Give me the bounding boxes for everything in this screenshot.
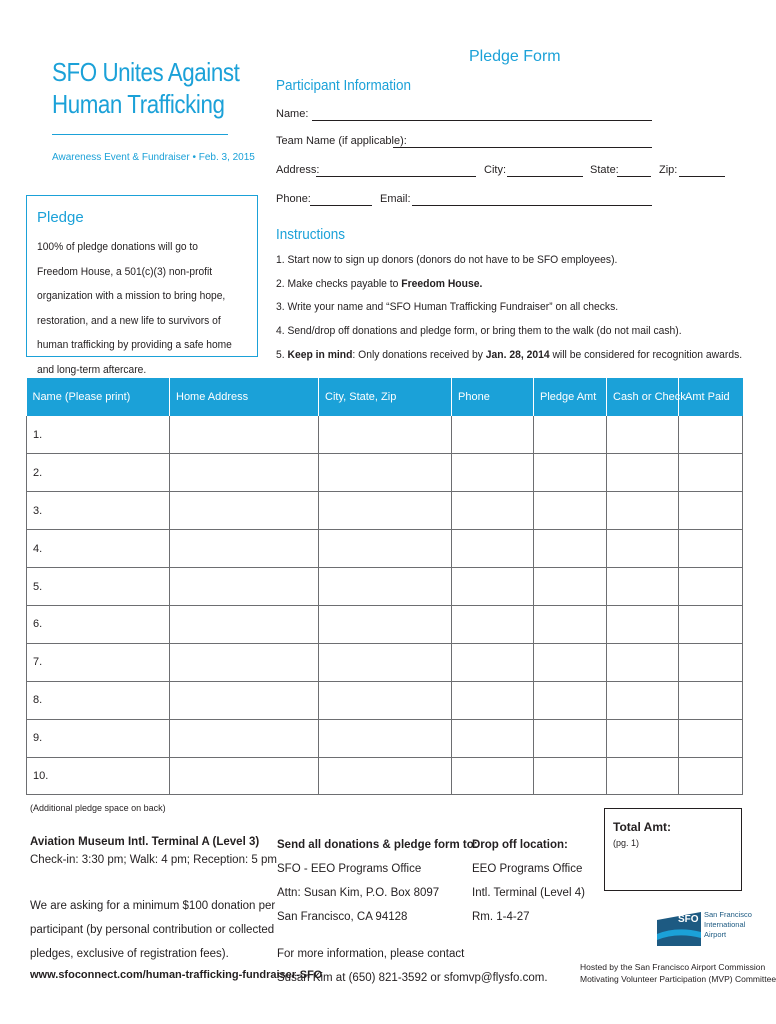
dropoff-line-1: EEO Programs Office (472, 863, 583, 875)
cell[interactable] (452, 681, 534, 719)
sfo-logo-mark (657, 908, 752, 946)
cell[interactable] (319, 416, 452, 454)
cell[interactable] (607, 681, 679, 719)
row-number[interactable]: 3. (27, 492, 170, 530)
event-title (52, 56, 240, 120)
cell[interactable] (319, 454, 452, 492)
cell[interactable] (319, 681, 452, 719)
cell[interactable] (170, 719, 319, 757)
cell[interactable] (607, 530, 679, 568)
cell[interactable] (534, 492, 607, 530)
row-number[interactable]: 7. (27, 643, 170, 681)
cell[interactable] (679, 492, 743, 530)
table-row (27, 492, 743, 530)
contact-line-1: For more information, please contact (277, 948, 465, 960)
instructions-list (276, 249, 746, 368)
cell[interactable] (679, 454, 743, 492)
cell[interactable] (679, 681, 743, 719)
cell[interactable] (534, 530, 607, 568)
col-header-payment: Cash or Check (607, 378, 679, 416)
table-header-row (27, 378, 743, 416)
table-row (27, 643, 743, 681)
cell[interactable] (319, 492, 452, 530)
name-label: Name: (276, 108, 309, 120)
hosted-line-2: Motivating Volunteer Participation (MVP) Committee (580, 974, 776, 984)
event-times: Check-in: 3:30 pm; Walk: 4 pm; Reception: 5 pm (30, 854, 277, 866)
dropoff-line-2: Intl. Terminal (Level 4) (472, 887, 585, 899)
instruction-step-3: 3. Write your name and “SFO Human Trafficking Fundraiser” on all checks. (276, 301, 619, 314)
table-row (27, 605, 743, 643)
instruction-step-5-text: : Only donations received by (352, 348, 486, 361)
cell[interactable] (319, 643, 452, 681)
location-heading: Aviation Museum Intl. Terminal A (Level 3) (30, 836, 260, 848)
col-header-pledge: Pledge Amt (534, 378, 607, 416)
cell[interactable] (452, 492, 534, 530)
send-line-2: Attn: Susan Kim, P.O. Box 8097 (277, 887, 440, 899)
row-number[interactable]: 10. (27, 757, 170, 795)
dropoff-line-3: Rm. 1-4-27 (472, 911, 530, 923)
state-field[interactable] (617, 166, 651, 177)
cell[interactable] (170, 568, 319, 606)
event-title-line2: Human Trafficking (52, 89, 225, 119)
total-amount-box[interactable] (604, 808, 742, 891)
logo-line-2: International (704, 920, 746, 929)
city-field[interactable] (507, 166, 583, 177)
pledge-text: 100% of pledge donations will go to Freedom House, a 501(c)(3) non-profit organization with a mission to bring hope, restoration, and a new life to survivors of human trafficking by providing a safe home and long-term aftercare. (37, 241, 232, 376)
address-label: Address: (276, 164, 320, 176)
instruction-step-4: 4. Send/drop off donations and pledge form, or bring them to the walk (do not mail cash). (276, 325, 682, 338)
table-row (27, 416, 743, 454)
title-divider (52, 134, 228, 135)
cell[interactable] (452, 416, 534, 454)
cell[interactable] (452, 605, 534, 643)
total-label: Total Amt: (613, 820, 671, 834)
cell[interactable] (607, 416, 679, 454)
event-url-link[interactable]: www.sfoconnect.com/human-trafficking-fundraiser-SFO (30, 969, 323, 981)
email-field[interactable] (412, 195, 652, 206)
cell[interactable] (319, 757, 452, 795)
contact-line-2[interactable]: Susan Kim at (650) 821-3592 or sfomvp@flysfo.com. (277, 972, 548, 984)
pledge-heading: Pledge (37, 209, 84, 226)
table-row (27, 719, 743, 757)
cell[interactable] (319, 719, 452, 757)
cell[interactable] (170, 643, 319, 681)
cell[interactable] (452, 643, 534, 681)
cell[interactable] (452, 757, 534, 795)
cell[interactable] (679, 605, 743, 643)
row-number[interactable]: 2. (27, 454, 170, 492)
instruction-step-5-num: 5. (276, 348, 288, 361)
cell[interactable] (319, 605, 452, 643)
cell[interactable] (534, 757, 607, 795)
cell[interactable] (607, 605, 679, 643)
cell[interactable] (170, 454, 319, 492)
cell[interactable] (679, 416, 743, 454)
phone-label: Phone: (276, 193, 311, 205)
cell[interactable] (452, 719, 534, 757)
additional-space-note: (Additional pledge space on back) (30, 803, 166, 813)
table-row (27, 568, 743, 606)
cell[interactable] (534, 568, 607, 606)
cell[interactable] (679, 530, 743, 568)
cell[interactable] (452, 568, 534, 606)
row-number[interactable]: 1. (27, 416, 170, 454)
cell[interactable] (607, 757, 679, 795)
cell[interactable] (679, 643, 743, 681)
ask-line-1: We are asking for a minimum $100 donation per (30, 900, 276, 912)
form-title: Pledge Form (469, 48, 561, 65)
cell[interactable] (534, 643, 607, 681)
col-header-phone: Phone (452, 378, 534, 416)
send-info (277, 833, 478, 929)
row-number[interactable]: 5. (27, 568, 170, 606)
cell[interactable] (534, 416, 607, 454)
cell[interactable] (170, 416, 319, 454)
team-name-field[interactable] (393, 137, 652, 148)
ask-line-3: pledges, exclusive of registration fees). (30, 948, 229, 960)
table-row (27, 530, 743, 568)
pledge-info-box (26, 195, 258, 376)
cell[interactable] (607, 719, 679, 757)
row-number[interactable]: 6. (27, 605, 170, 643)
cell[interactable] (534, 681, 607, 719)
cell[interactable] (679, 719, 743, 757)
cell[interactable] (170, 605, 319, 643)
logo-line-1: San Francisco (704, 910, 752, 919)
payee-name: Freedom House. (401, 277, 483, 290)
cell[interactable] (170, 681, 319, 719)
cell[interactable] (607, 492, 679, 530)
phone-field[interactable] (310, 195, 372, 206)
keep-in-mind: Keep in mind (287, 348, 353, 361)
instruction-step-2 (276, 273, 718, 297)
location-info (30, 836, 277, 866)
table-row (27, 757, 743, 795)
cell[interactable] (607, 454, 679, 492)
zip-label: Zip: (659, 164, 678, 176)
sfo-logo (657, 908, 752, 951)
send-line-1: SFO - EEO Programs Office (277, 863, 422, 875)
name-field[interactable] (312, 110, 652, 121)
table-row (27, 454, 743, 492)
zip-field[interactable] (679, 166, 725, 177)
email-label: Email: (380, 193, 411, 205)
send-heading: Send all donations & pledge form to: (277, 839, 478, 851)
dropoff-heading: Drop off location: (472, 839, 568, 851)
table-row (27, 681, 743, 719)
col-header-city: City, State, Zip (319, 378, 452, 416)
ask-line-2: participant (by personal contribution or collected (30, 924, 275, 936)
col-header-paid: Amt Paid (679, 378, 743, 416)
row-number[interactable]: 8. (27, 681, 170, 719)
deadline-date: Jan. 28, 2014 (485, 348, 550, 361)
event-title-line1: SFO Unites Against (52, 57, 240, 87)
dropoff-info (472, 833, 585, 929)
cell[interactable] (319, 568, 452, 606)
sfo-logo-text: SFO (678, 914, 699, 925)
cell[interactable] (534, 454, 607, 492)
donation-ask (30, 894, 275, 966)
hosted-by (580, 961, 776, 985)
hosted-line-1: Hosted by the San Francisco Airport Commission (580, 962, 766, 972)
instruction-step-5 (276, 344, 743, 368)
city-label: City: (484, 164, 506, 176)
row-number[interactable]: 9. (27, 719, 170, 757)
cell[interactable] (319, 530, 452, 568)
cell[interactable] (452, 454, 534, 492)
participant-heading: Participant Information (276, 77, 412, 94)
send-line-3: San Francisco, CA 94128 (277, 911, 408, 923)
cell[interactable] (534, 605, 607, 643)
cell[interactable] (607, 643, 679, 681)
instruction-step-2-text: 2. Make checks payable to (276, 277, 402, 290)
logo-line-3: Airport (704, 930, 727, 939)
cell[interactable] (679, 568, 743, 606)
cell[interactable] (607, 568, 679, 606)
pledge-table (26, 378, 743, 795)
cell[interactable] (170, 530, 319, 568)
col-header-name: Name (Please print) (27, 378, 170, 416)
instruction-step-1: 1. Start now to sign up donors (donors do not have to be SFO employees). (276, 254, 618, 266)
row-number[interactable]: 4. (27, 530, 170, 568)
event-subtitle: Awareness Event & Fundraiser • Feb. 3, 2015 (52, 152, 255, 163)
cell[interactable] (679, 757, 743, 795)
team-name-label: Team Name (if applicable): (276, 135, 407, 147)
state-label: State: (590, 164, 619, 176)
cell[interactable] (170, 492, 319, 530)
instruction-step-5-end: will be considered for recognition awards. (549, 348, 743, 361)
cell[interactable] (534, 719, 607, 757)
cell[interactable] (170, 757, 319, 795)
address-field[interactable] (316, 166, 476, 177)
col-header-address: Home Address (170, 378, 319, 416)
contact-info (277, 942, 548, 990)
instructions-heading: Instructions (276, 226, 346, 243)
cell[interactable] (452, 530, 534, 568)
total-page-note: (pg. 1) (613, 838, 640, 848)
